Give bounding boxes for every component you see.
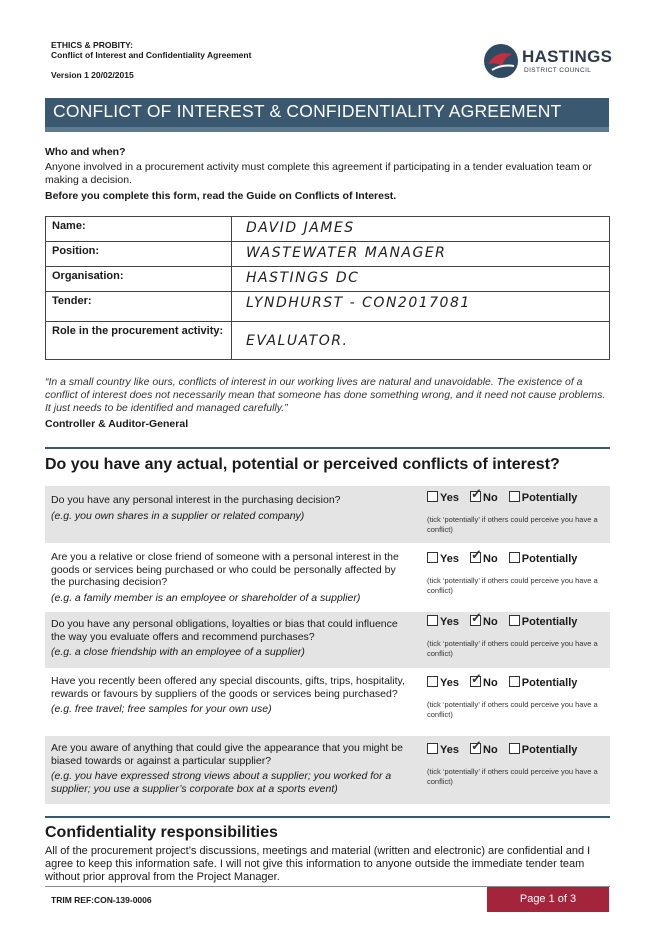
option-no[interactable]: ✓ No (470, 676, 498, 689)
details-label: Position: (46, 242, 232, 267)
intro-body: Anyone involved in a procurement activity must complete this agreement if participating in a tender evaluation team or making a decision. (45, 161, 592, 186)
checkbox-potentially[interactable] (509, 676, 520, 687)
checkbox-no[interactable] (470, 552, 481, 563)
page-title: CONFLICT OF INTEREST & CONFIDENTIALITY AGREEMENT (45, 98, 609, 132)
details-row-tender (46, 292, 610, 322)
checkbox-yes[interactable] (427, 552, 438, 563)
intro-heading: Who and when? (45, 146, 126, 158)
details-label: Role in the procurement activity: (46, 322, 232, 360)
question-example: (e.g. you own shares in a supplier or related company) (51, 509, 305, 522)
question-example: (e.g. free travel; free samples for your own use) (51, 703, 272, 715)
question-text (51, 675, 411, 716)
question-text (51, 494, 411, 522)
question-label: Do you have any personal interest in the purchasing decision? (51, 494, 341, 506)
logo-name: HASTINGS (522, 47, 613, 66)
question-label: Are you aware of anything that could give the appearance that you might be biased towards or against a particular supplier? (51, 742, 403, 767)
checkbox-potentially[interactable] (509, 552, 520, 563)
option-yes[interactable]: Yes (427, 743, 459, 756)
details-label: Name: (46, 217, 232, 242)
details-table (45, 216, 610, 360)
checkbox-yes[interactable] (427, 743, 438, 754)
option-yes[interactable]: Yes (427, 552, 459, 565)
checkbox-potentially[interactable] (509, 743, 520, 754)
option-potentially[interactable]: Potentially (509, 743, 578, 756)
tick-note: (tick ‘potentially’ if others could perceive you have a conflict) (427, 576, 598, 595)
details-row-name (46, 217, 610, 242)
option-potentially[interactable]: Potentially (509, 491, 578, 504)
tick-note: (tick ‘potentially’ if others could perceive you have a conflict) (427, 767, 598, 786)
answer-options (427, 491, 585, 504)
section-rule (45, 816, 610, 818)
conflict-question-row (45, 736, 610, 804)
details-label: Tender: (46, 292, 232, 322)
trim-reference: TRIM REF:CON-139-0006 (51, 895, 152, 905)
option-potentially[interactable]: Potentially (509, 615, 578, 628)
question-text (51, 551, 411, 604)
option-no[interactable]: ✓ No (470, 615, 498, 628)
details-value-tender[interactable]: LYNDHURST - CON2017081 (232, 292, 610, 322)
answer-options (427, 615, 585, 628)
checkbox-no[interactable] (470, 743, 481, 754)
question-example: (e.g. a close friendship with an employee of a supplier) (51, 646, 305, 658)
checkbox-yes[interactable] (427, 615, 438, 626)
checkbox-potentially[interactable] (509, 491, 520, 502)
council-emblem-icon (482, 42, 520, 80)
question-example: (e.g. you have expressed strong views about a supplier; you worked for a supplier; you use a supplier’s corporate box at a sports event) (51, 770, 392, 795)
conflict-question-row (45, 486, 610, 543)
details-value-role[interactable]: EVALUATOR. (232, 322, 610, 360)
section-rule (45, 447, 610, 449)
details-row-organisation (46, 267, 610, 292)
checkbox-yes[interactable] (427, 491, 438, 502)
option-no[interactable]: ✓ No (470, 743, 498, 756)
details-row-role (46, 322, 610, 360)
answer-options (427, 743, 585, 756)
doc-section: ETHICS & PROBITY: (51, 40, 134, 50)
council-logo (482, 42, 614, 82)
tick-note: (tick ‘potentially’ if others could perceive you have a conflict) (427, 515, 598, 534)
question-label: Have you recently been offered any special discounts, gifts, trips, hospitality, rewards or favours by suppliers of the goods or services being purchased? (51, 675, 405, 700)
details-label: Organisation: (46, 267, 232, 292)
checkbox-no[interactable] (470, 676, 481, 687)
doc-name: Conflict of Interest and Confidentiality Agreement (51, 50, 252, 60)
tick-note: (tick ‘potentially’ if others could perceive you have a conflict) (427, 639, 598, 658)
question-label: Do you have any personal obligations, loyalties or bias that could influence the way you evaluate offers and recommend purchases? (51, 618, 398, 643)
conflict-question-row (45, 547, 610, 609)
doc-version: Version 1 20/02/2015 (51, 70, 134, 80)
tick-note: (tick ‘potentially’ if others could perceive you have a conflict) (427, 700, 598, 719)
auditor-quote: “In a small country like ours, conflicts of interest in our working lives are natural and unavoidable. The existence of a conflict of interest does not necessarily mean that someone has done something wrong, and it need not cause problems. It just needs to be identified and managed carefully.” (45, 376, 606, 414)
option-yes[interactable]: Yes (427, 676, 459, 689)
question-example: (e.g. a family member is an employee or shareholder of a supplier) (51, 591, 361, 604)
page-indicator: Page 1 of 3 (487, 887, 609, 912)
conflicts-heading: Do you have any actual, potential or perceived conflicts of interest? (45, 456, 560, 473)
details-value-name[interactable]: DAVID JAMES (232, 217, 610, 242)
option-no[interactable]: ✓ No (470, 491, 498, 504)
conflict-question-row (45, 671, 610, 733)
option-yes[interactable]: Yes (427, 491, 459, 504)
question-text (51, 618, 411, 659)
checkbox-no[interactable] (470, 491, 481, 502)
option-potentially[interactable]: Potentially (509, 552, 578, 565)
question-text (51, 742, 411, 795)
checkbox-yes[interactable] (427, 676, 438, 687)
option-no[interactable]: ✓ No (470, 552, 498, 565)
details-value-organisation[interactable]: HASTINGS DC (232, 267, 610, 292)
question-label: Are you a relative or close friend of someone with a personal interest in the goods or services being purchased or who could be personally affected by the purchasing decision? (51, 551, 399, 588)
quote-attribution: Controller & Auditor-General (45, 418, 189, 430)
checkbox-potentially[interactable] (509, 615, 520, 626)
logo-sub: DISTRICT COUNCIL (524, 67, 592, 74)
conflict-question-row (45, 612, 610, 668)
answer-options (427, 676, 585, 689)
option-potentially[interactable]: Potentially (509, 676, 578, 689)
option-yes[interactable]: Yes (427, 615, 459, 628)
confidentiality-heading: Confidentiality responsibilities (45, 824, 278, 841)
answer-options (427, 552, 585, 565)
details-value-position[interactable]: WASTEWATER MANAGER (232, 242, 610, 267)
details-row-position (46, 242, 610, 267)
confidentiality-body: All of the procurement project’s discussions, meetings and material (written and electronic) are confidential and I agree to keep this information safe. I will not give this information to anyone outside the immediate tender team without prior approval from the Project Manager. (45, 845, 591, 883)
intro-instruction: Before you complete this form, read the Guide on Conflicts of Interest. (45, 190, 397, 202)
checkbox-no[interactable] (470, 615, 481, 626)
